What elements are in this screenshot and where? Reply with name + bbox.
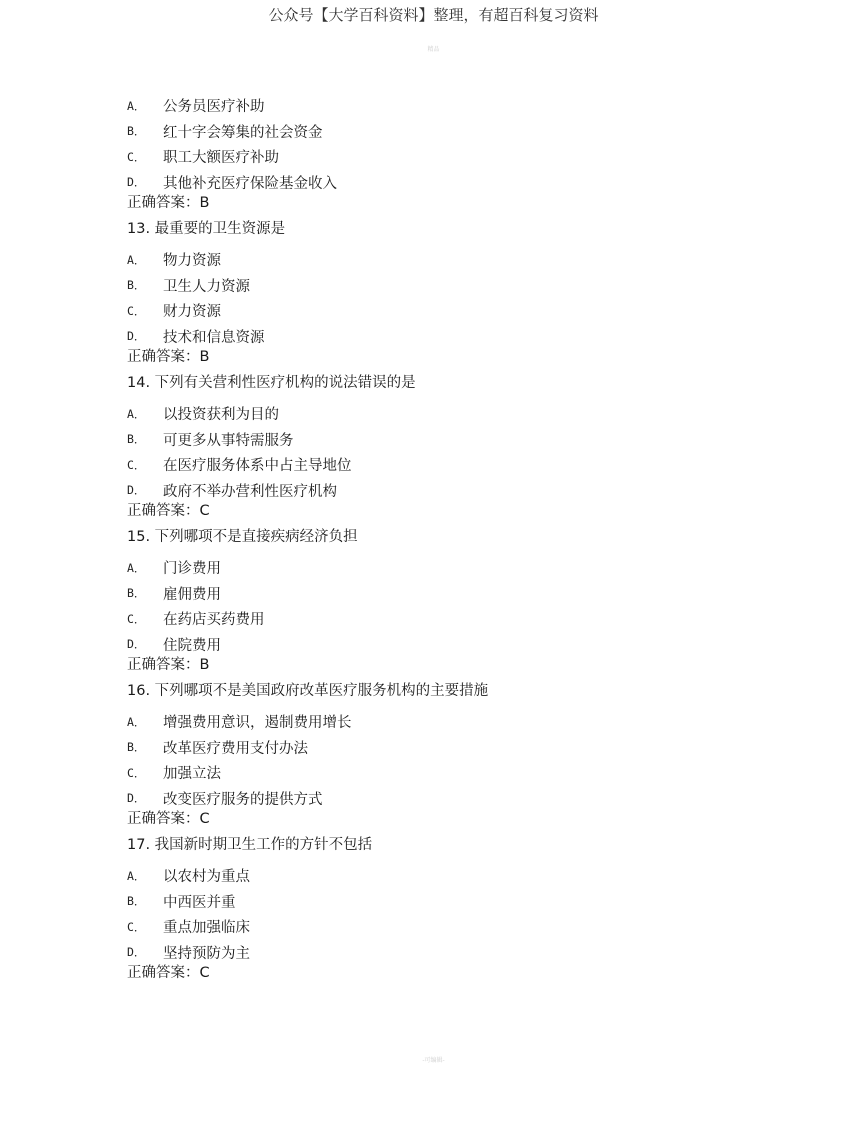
option-text: 红十字会筹集的社会资金 [163, 124, 323, 141]
option-d [127, 478, 767, 504]
option-letter: A． [127, 868, 146, 883]
correct-answer: 正确答案：B [127, 657, 210, 673]
bottom-watermark: -可编辑- [422, 1057, 445, 1064]
option-text: 坚持预防为主 [163, 945, 250, 962]
option-d [127, 170, 767, 196]
correct-answer: 正确答案：B [127, 349, 210, 365]
question-title: 17. 我国新时期卫生工作的方针不包括 [127, 837, 373, 853]
option-letter: B． [127, 124, 146, 139]
option-d [127, 940, 767, 966]
option-a [127, 93, 767, 119]
option-b [127, 273, 767, 299]
option-text: 物力资源 [163, 253, 221, 270]
option-letter: B． [127, 278, 146, 293]
question-list [127, 93, 767, 989]
question-title: 14. 下列有关营利性医疗机构的说法错误的是 [127, 375, 416, 391]
option-text: 改变医疗服务的提供方式 [163, 791, 323, 808]
option-letter: C． [127, 919, 146, 934]
option-letter: D． [127, 945, 146, 960]
option-text: 在医疗服务体系中占主导地位 [163, 458, 352, 475]
option-b [127, 735, 767, 761]
option-a [127, 863, 767, 889]
option-text: 改革医疗费用支付办法 [163, 740, 308, 757]
question-title: 13. 最重要的卫生资源是 [127, 221, 286, 237]
question-17 [127, 835, 767, 983]
option-letter: D． [127, 175, 146, 190]
correct-answer: 正确答案：C [127, 811, 210, 827]
option-text: 门诊费用 [163, 561, 221, 578]
option-text: 政府不举办营利性医疗机构 [163, 483, 337, 500]
option-text: 加强立法 [163, 766, 221, 783]
option-letter: C． [127, 765, 146, 780]
option-c [127, 144, 767, 170]
question-title: 15. 下列哪项不是直接疾病经济负担 [127, 529, 358, 545]
question-15 [127, 527, 767, 675]
option-letter: B． [127, 432, 146, 447]
option-b [127, 889, 767, 915]
option-b [127, 427, 767, 453]
option-text: 中西医并重 [163, 894, 236, 911]
question-title: 16. 下列哪项不是美国政府改革医疗服务机构的主要措施 [127, 683, 489, 699]
option-text: 公务员医疗补助 [163, 99, 265, 116]
correct-answer: 正确答案：C [127, 503, 210, 519]
option-b [127, 119, 767, 145]
option-c [127, 606, 767, 632]
option-letter: D． [127, 637, 146, 652]
option-b [127, 581, 767, 607]
option-letter: A． [127, 98, 146, 113]
question-14 [127, 373, 767, 521]
option-letter: C． [127, 149, 146, 164]
option-a [127, 709, 767, 735]
option-d [127, 324, 767, 350]
option-text: 可更多从事特需服务 [163, 432, 294, 449]
option-letter: B． [127, 894, 146, 909]
option-letter: D． [127, 791, 146, 806]
question-13 [127, 219, 767, 367]
option-letter: D． [127, 329, 146, 344]
option-text: 以投资获利为目的 [163, 407, 279, 424]
option-text: 财力资源 [163, 304, 221, 321]
question-16 [127, 681, 767, 829]
option-c [127, 452, 767, 478]
page-header: 公众号【大学百科资料】整理，有超百科复习资料 [268, 6, 599, 24]
option-text: 重点加强临床 [163, 920, 250, 937]
option-letter: B． [127, 586, 146, 601]
option-text: 以农村为重点 [163, 869, 250, 886]
correct-answer: 正确答案：B [127, 195, 210, 211]
option-letter: A． [127, 714, 146, 729]
top-watermark: 精品 [427, 46, 440, 53]
option-text: 职工大额医疗补助 [163, 150, 279, 167]
option-letter: A． [127, 406, 146, 421]
option-c [127, 760, 767, 786]
option-a [127, 247, 767, 273]
option-letter: C． [127, 457, 146, 472]
question-block-12-tail [127, 93, 767, 213]
option-text: 增强费用意识，遏制费用增长 [163, 715, 352, 732]
option-d [127, 786, 767, 812]
option-letter: C． [127, 303, 146, 318]
option-text: 卫生人力资源 [163, 278, 250, 295]
option-letter: D． [127, 483, 146, 498]
option-letter: B． [127, 740, 146, 755]
option-text: 在药店买药费用 [163, 612, 265, 629]
option-text: 雇佣费用 [163, 586, 221, 603]
option-a [127, 401, 767, 427]
option-letter: C． [127, 611, 146, 626]
option-letter: A． [127, 560, 146, 575]
option-text: 其他补充医疗保险基金收入 [163, 175, 337, 192]
option-text: 技术和信息资源 [163, 329, 265, 346]
option-a [127, 555, 767, 581]
option-c [127, 298, 767, 324]
option-c [127, 914, 767, 940]
option-d [127, 632, 767, 658]
correct-answer: 正确答案：C [127, 965, 210, 981]
option-letter: A． [127, 252, 146, 267]
option-text: 住院费用 [163, 637, 221, 654]
